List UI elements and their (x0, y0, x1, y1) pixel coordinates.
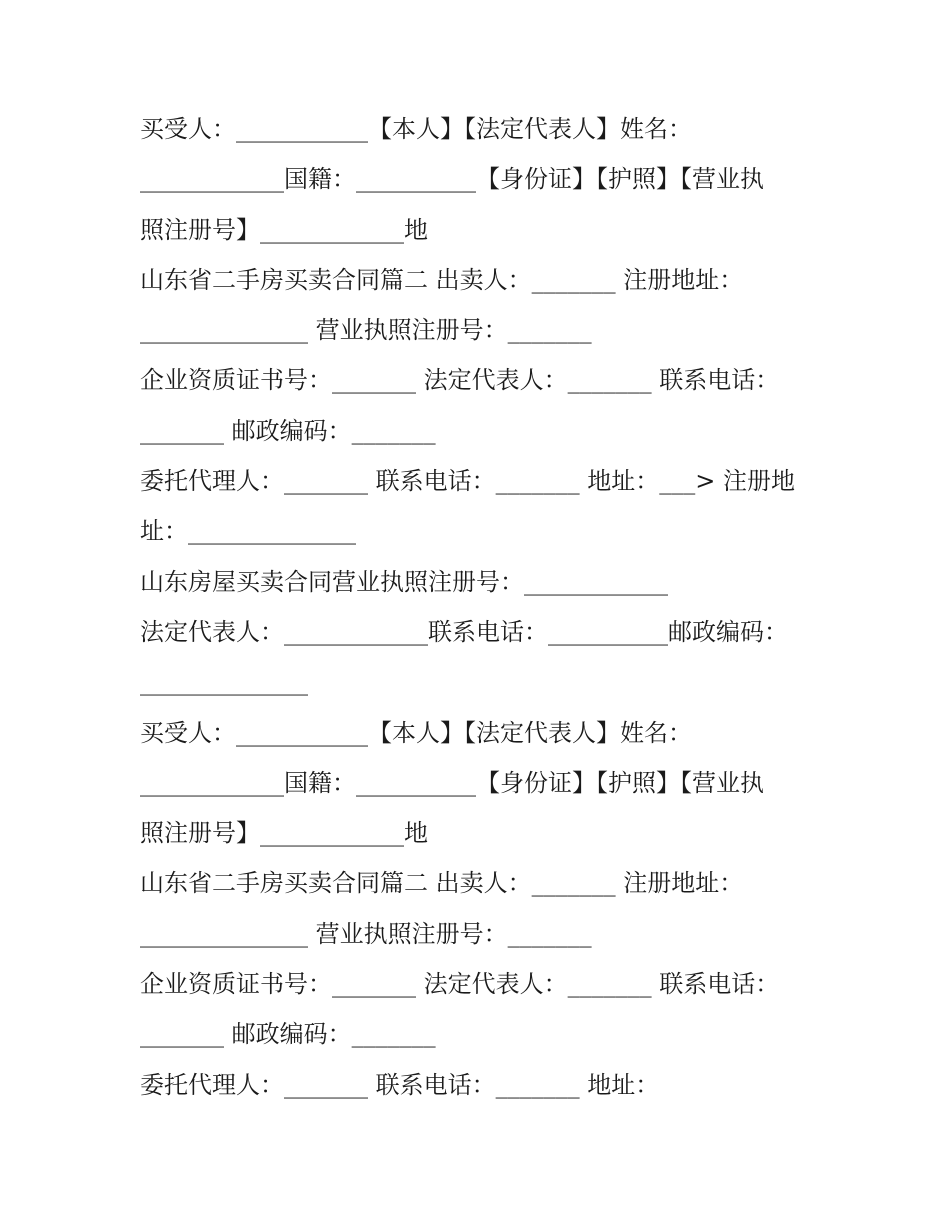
representative-line: 法定代表人：____________联系电话：__________邮政编码： (140, 617, 788, 646)
seller-license-line: ______________ 营业执照注册号：_______ (140, 316, 592, 345)
seller-license-line-2: ______________ 营业执照注册号：_______ (140, 919, 592, 948)
buyer-line-2: 买受人：___________【本人】【法定代表人】姓名： (140, 718, 692, 747)
qualification-line-2: 企业资质证书号：_______ 法定代表人：_______ 联系电话： (140, 970, 780, 999)
postcode-line: _______ 邮政编码：_______ (140, 416, 436, 445)
qualification-line: 企业资质证书号：_______ 法定代表人：_______ 联系电话： (140, 366, 780, 395)
agent-address-line: 址：______________ (140, 517, 356, 546)
seller-line: 山东省二手房买卖合同篇二 出卖人：_______ 注册地址： (140, 265, 744, 294)
buyer-nationality-line: ____________国籍：__________【身份证】【护照】【营业执 (140, 165, 764, 194)
postcode-blank-line: ______________ (140, 668, 308, 697)
postcode-line-2: _______ 邮政编码：_______ (140, 1020, 436, 1049)
buyer-nationality-line-2: ____________国籍：__________【身份证】【护照】【营业执 (140, 768, 764, 797)
buyer-license-line: 照注册号】____________地 (140, 215, 428, 244)
document-page (140, 104, 820, 1110)
buyer-license-line-2: 照注册号】____________地 (140, 819, 428, 848)
agent-line: 委托代理人：_______ 联系电话：_______ 地址：___> 注册地 (140, 467, 795, 496)
seller-line-2: 山东省二手房买卖合同篇二 出卖人：_______ 注册地址： (140, 869, 744, 898)
license-number-line: 山东房屋买卖合同营业执照注册号：____________ (140, 567, 668, 596)
agent-line-2: 委托代理人：_______ 联系电话：_______ 地址： (140, 1070, 660, 1099)
buyer-line: 买受人：___________【本人】【法定代表人】姓名： (140, 115, 692, 143)
